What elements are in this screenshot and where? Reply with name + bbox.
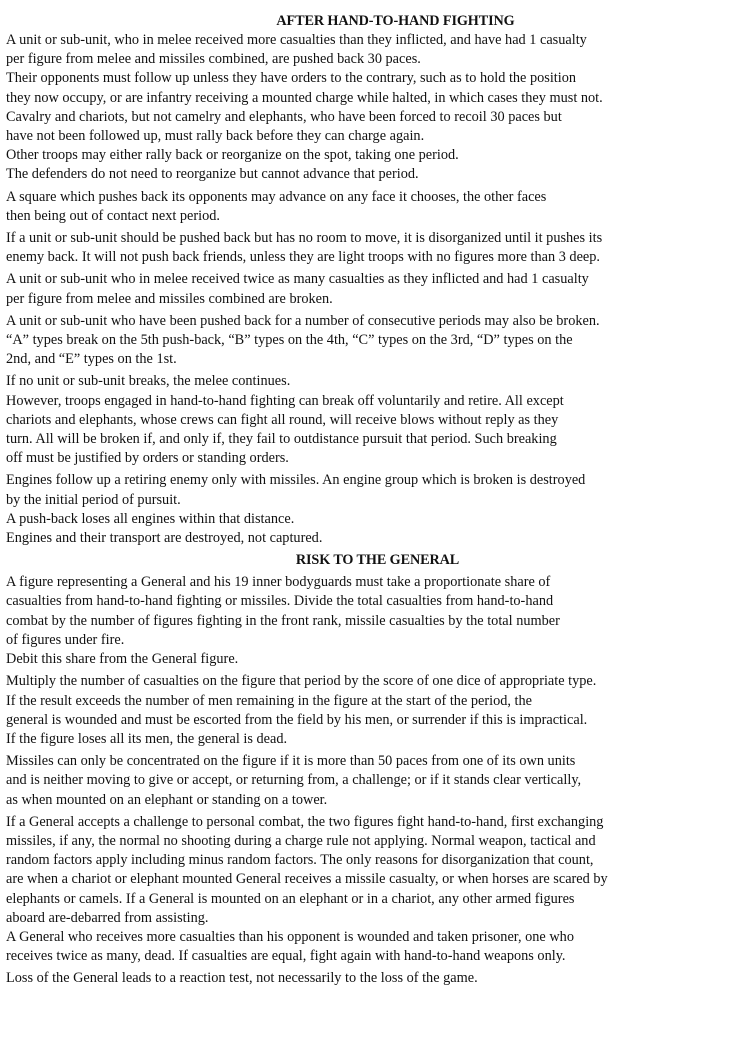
text-line: If a unit or sub-unit should be pushed back but has no room to move, it is disorganized until it pushes its [6,230,603,247]
text-line: combat by the number of figures fighting in the front rank, missile casualties by the total number [6,612,560,629]
paragraph [6,31,745,69]
text-line: “A” types break on the 5th push-back, “B” types on the 4th, “C” types on the 3rd, “D” types on the [6,332,573,349]
text-line: If no unit or sub-unit breaks, the melee continues. [6,373,291,390]
text-line: are when a chariot or elephant mounted General receives a missile casualty, or when horses are scared by [6,871,608,888]
text-line: If the result exceeds the number of men remaining in the figure at the start of the period, the [6,692,533,709]
text-line: chariots and elephants, whose crews can fight all round, will receive blows without reply as they [6,411,559,428]
text-line: Cavalry and chariots, but not camelry and elephants, who have been forced to recoil 30 paces but [6,108,562,125]
paragraph [6,650,745,669]
text-line: casualties from hand-to-hand fighting or missiles. Divide the total casualties from hand-to-hand [6,593,554,610]
paragraph [6,372,745,391]
paragraph [6,188,745,226]
text-line: per figure from melee and missiles combined, are pushed back 30 paces. [6,51,421,68]
paragraph [6,471,745,509]
paragraph [6,928,745,966]
text-line: then being out of contact next period. [6,207,220,224]
paragraph [6,969,745,988]
text-line: enemy back. It will not push back friends, unless they are light troops with no figures more than 3 deep. [6,249,600,266]
text-line: they now occupy, or are infantry receiving a mounted charge while halted, in which cases they must not. [6,89,603,106]
section-body-risk-to-general [6,573,745,988]
text-line: Multiply the number of casualties on the figure that period by the score of one dice of appropriate type. [6,673,597,690]
text-line: by the initial period of pursuit. [6,491,181,508]
paragraph [6,146,745,165]
text-line: A unit or sub-unit who in melee received twice as many casualties as they inflicted and had 1 casualty [6,271,589,288]
text-line: 2nd, and “E” types on the 1st. [6,351,177,368]
text-line: elephants or camels. If a General is mounted on an elephant or in a chariot, any other armed figures [6,890,575,907]
paragraph [6,108,745,146]
text-line: However, troops engaged in hand-to-hand fighting can break off voluntarily and retire. All except [6,392,564,409]
text-line: Missiles can only be concentrated on the figure if it is more than 50 paces from one of its own units [6,753,576,770]
paragraph [6,573,745,650]
text-line: and is neither moving to give or accept, or returning from, a challenge; or if it stands clear vertically, [6,772,582,789]
text-line: A push-back loses all engines within that distance. [6,510,295,527]
text-line: missiles, if any, the normal no shooting during a charge rule not applying. Normal weapon, tactical and [6,832,596,849]
text-line: Debit this share from the General figure. [6,651,239,668]
text-line: receives twice as many, dead. If casualties are equal, fight again with hand-to-hand weapons only. [6,948,566,965]
section-heading-risk-to-general: RISK TO THE GENERAL [295,552,460,569]
paragraph [6,752,745,810]
text-line: have not been followed up, must rally back before they can charge again. [6,128,425,145]
text-line: A unit or sub-unit, who in melee received more casualties than they inflicted, and have had 1 casualty [6,32,587,48]
text-line: A figure representing a General and his 19 inner bodyguards must take a proportionate share of [6,574,551,591]
text-line: If a General accepts a challenge to personal combat, the two figures fight hand-to-hand, first exchanging [6,813,604,830]
text-line: per figure from melee and missiles combined are broken. [6,290,333,307]
text-line: A unit or sub-unit who have been pushed back for a number of consecutive periods may also be broken. [6,312,600,329]
section-body-after-hand-to-hand [6,31,745,548]
paragraph [6,392,745,469]
text-line: A square which pushes back its opponents may advance on any face it chooses, the other faces [6,188,547,205]
text-line: off must be justified by orders or standing orders. [6,450,289,467]
text-line: Other troops may either rally back or reorganize on the spot, taking one period. [6,147,459,164]
paragraph [6,529,745,548]
text-line: If the figure loses all its men, the general is dead. [6,730,288,747]
text-line: Engines and their transport are destroyed, not captured. [6,530,323,547]
text-line: turn. All will be broken if, and only if, they fail to outdistance pursuit that period. Such breaking [6,431,557,448]
paragraph [6,229,745,267]
paragraph [6,813,745,928]
text-line: The defenders do not need to reorganize but cannot advance that period. [6,166,419,183]
text-line: of figures under fire. [6,631,125,648]
section-heading-after-hand-to-hand: AFTER HAND-TO-HAND FIGHTING [276,13,515,29]
paragraph [6,69,745,107]
paragraph [6,510,745,529]
text-line: Their opponents must follow up unless they have orders to the contrary, such as to hold the position [6,70,577,87]
text-line: general is wounded and must be escorted from the field by his men, or surrender if this is impractical. [6,711,588,728]
text-line: A General who receives more casualties than his opponent is wounded and taken prisoner, one who [6,928,574,945]
text-line: as when mounted on an elephant or standing on a tower. [6,791,328,808]
text-line: Engines follow up a retiring enemy only with missiles. An engine group which is broken is destroyed [6,472,586,489]
paragraph [6,270,745,308]
text-line: aboard are-debarred from assisting. [6,909,209,926]
paragraph [6,312,745,370]
text-line: Loss of the General leads to a reaction test, not necessarily to the loss of the game. [6,970,478,987]
paragraph [6,165,745,184]
paragraph [6,672,745,749]
text-line: random factors apply including minus random factors. The only reasons for disorganization that count, [6,852,594,869]
